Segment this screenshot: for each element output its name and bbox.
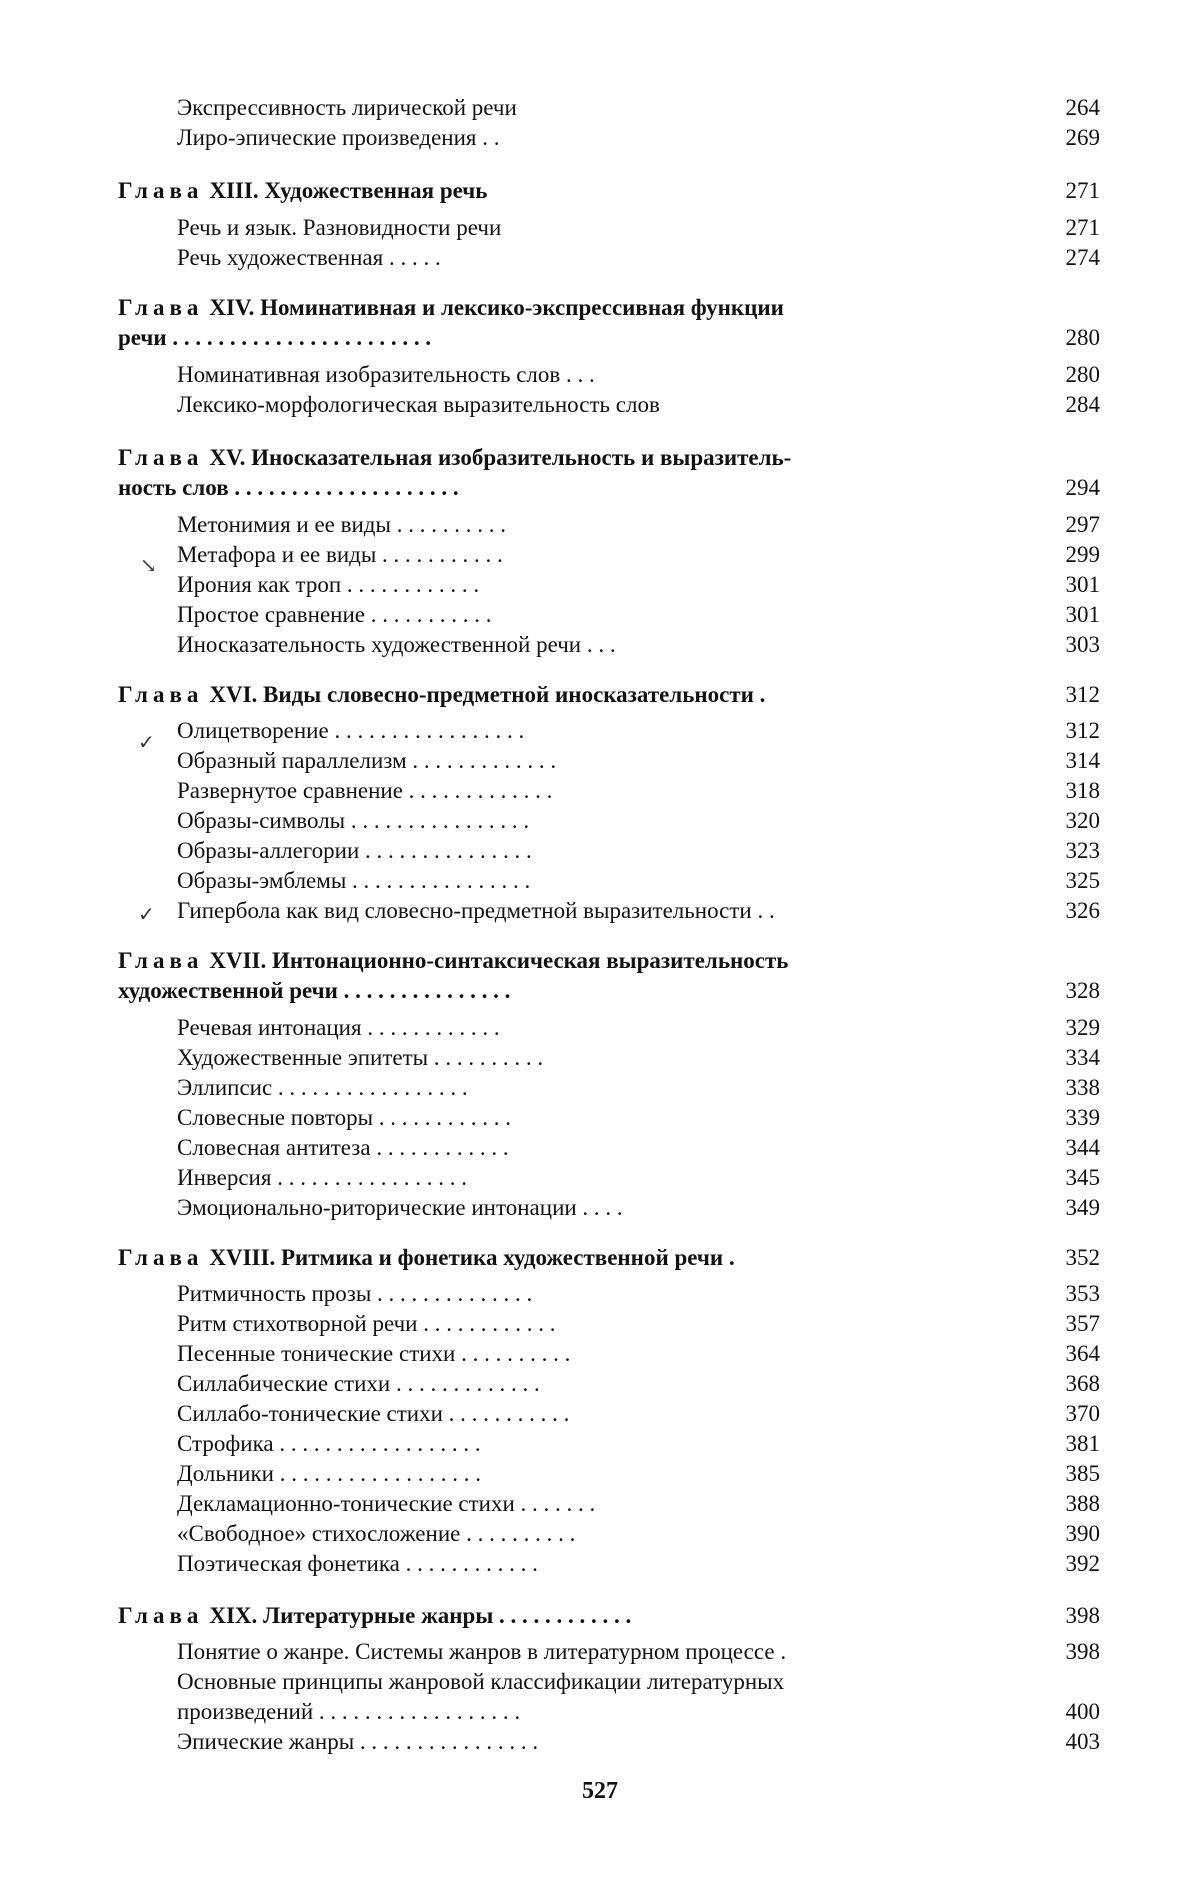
toc-entry (0, 836, 1100, 866)
toc-page-number: 353 (1065, 1281, 1100, 1306)
toc-entry-text: Ритм стихотворной речи . . . . . . . . . . . . (177, 1311, 556, 1336)
toc-entry-title (177, 1163, 467, 1193)
toc-entry (0, 570, 1100, 600)
toc-entry-text: Эпические жанры . . . . . . . . . . . . . . . . (177, 1729, 539, 1754)
toc-entry (0, 1073, 1100, 1103)
toc-page-number: 370 (1065, 1401, 1100, 1426)
toc-entry (0, 390, 1100, 420)
toc-entry-text: Основные принципы жанровой классификации литературных (177, 1669, 785, 1694)
toc-page-number: 271 (1065, 178, 1100, 203)
toc-page-number: 271 (1065, 215, 1100, 240)
toc-entry-title (177, 93, 517, 123)
toc-page-number: 357 (1065, 1311, 1100, 1336)
toc-entry (0, 1727, 1100, 1757)
toc-entry (0, 1549, 1100, 1579)
toc-entry-title (177, 806, 529, 836)
toc-entry-text: XVIII. Ритмика и фонетика художественной речи . (209, 1245, 735, 1270)
toc-chapter (0, 473, 1100, 503)
toc-entry (0, 896, 1100, 926)
toc-entry-title (177, 123, 500, 153)
toc-chapter (0, 323, 1100, 353)
toc-entry-title (177, 1489, 595, 1519)
chapter-label: Глава (118, 1603, 204, 1628)
chapter-label: Глава (118, 1245, 204, 1270)
toc-entry (0, 1369, 1100, 1399)
toc-entry-text: Поэтическая фонетика . . . . . . . . . . . . (177, 1551, 538, 1576)
toc-entry-title (177, 1073, 468, 1103)
checkmark-icon: ✓ (138, 904, 155, 926)
toc-entry-title (177, 600, 492, 630)
toc-chapter (0, 976, 1100, 1006)
toc-page-number: 385 (1065, 1461, 1100, 1486)
toc-entry-title (177, 1519, 575, 1549)
toc-page-number: 349 (1065, 1195, 1100, 1220)
toc-entry (0, 1399, 1100, 1429)
toc-page-number: 334 (1065, 1045, 1100, 1070)
toc-entry (0, 1309, 1100, 1339)
toc-entry-text: Образы-эмблемы . . . . . . . . . . . . . . . . (177, 868, 531, 893)
toc-entry-text: произведений . . . . . . . . . . . . . . . . . . (177, 1699, 521, 1724)
toc-page-number: 388 (1065, 1491, 1100, 1516)
toc-entry-text: Лексико-морфологическая выразительность слов (177, 392, 660, 417)
toc-chapter (0, 443, 1100, 473)
toc-entry-title (118, 1243, 735, 1273)
toc-entry (0, 1103, 1100, 1133)
toc-page-number: 303 (1065, 632, 1100, 657)
toc-entry-text: художественной речи . . . . . . . . . . . . . . . (118, 978, 511, 1003)
toc-page-number: 392 (1065, 1551, 1100, 1576)
toc-page-number: 269 (1065, 125, 1100, 150)
toc-page-number: 344 (1065, 1135, 1100, 1160)
toc-page-number: 329 (1065, 1015, 1100, 1040)
toc-entry (0, 1043, 1100, 1073)
toc-entry-text: Строфика . . . . . . . . . . . . . . . . . . (177, 1431, 481, 1456)
toc-page-number: 328 (1065, 978, 1100, 1003)
toc-entry-title (177, 1309, 555, 1339)
toc-entry (0, 93, 1100, 123)
toc-page-number: 312 (1065, 682, 1100, 707)
toc-entry-title (118, 946, 788, 976)
toc-entry (0, 776, 1100, 806)
toc-entry-title (177, 1103, 511, 1133)
toc-entry-text: Образный параллелизм . . . . . . . . . . . . . (177, 748, 557, 773)
toc-entry-title (177, 1399, 569, 1429)
toc-entry (0, 360, 1100, 390)
toc-entry-text: Образы-символы . . . . . . . . . . . . . . . . (177, 808, 530, 833)
toc-entry-title (177, 510, 506, 540)
toc-entry-text: Речевая интонация . . . . . . . . . . . . (177, 1015, 500, 1040)
toc-entry-text: Образы-аллегории . . . . . . . . . . . . . . . (177, 838, 532, 863)
toc-entry-title (177, 390, 660, 420)
toc-entry-title (177, 1043, 543, 1073)
toc-entry-title (118, 293, 784, 323)
toc-entry-text: XIX. Литературные жанры . . . . . . . . . . . . (209, 1603, 632, 1628)
toc-entry-text: ность слов . . . . . . . . . . . . . . . . . . . . (118, 475, 459, 500)
chapter-label: Глава (118, 682, 204, 707)
toc-entry (0, 1459, 1100, 1489)
toc-entry (0, 1013, 1100, 1043)
toc-entry-title (177, 896, 775, 926)
toc-entry-title (177, 360, 595, 390)
toc-entry-text: Речь и язык. Разновидности речи (177, 215, 502, 240)
toc-chapter (0, 293, 1100, 323)
toc-entry-title (177, 213, 501, 243)
toc-entry (0, 806, 1100, 836)
toc-entry-text: Декламационно-тонические стихи . . . . . . . (177, 1491, 596, 1516)
toc-entry-text: Гипербола как вид словесно-предметной выразительности . . (177, 898, 775, 923)
toc-entry-title (177, 1459, 481, 1489)
toc-entry (0, 1637, 1100, 1667)
toc-entry (0, 1279, 1100, 1309)
toc-entry (0, 123, 1100, 153)
toc-entry-title (177, 1339, 570, 1369)
toc-page-number: 297 (1065, 512, 1100, 537)
toc-entry-title (177, 836, 532, 866)
toc-page-number: 398 (1065, 1639, 1100, 1664)
page-number: 527 (582, 1778, 618, 1804)
toc-entry-text: XV. Иносказательная изобразительность и выразитель- (209, 445, 792, 470)
toc-entry-text: Речь художественная . . . . . (177, 245, 441, 270)
toc-entry-text: Художественные эпитеты . . . . . . . . . . (177, 1045, 544, 1070)
toc-entry-text: Инверсия . . . . . . . . . . . . . . . . . (177, 1165, 467, 1190)
toc-entry-text: Силлабические стихи . . . . . . . . . . . . . (177, 1371, 540, 1396)
toc-page-number: 301 (1065, 602, 1100, 627)
toc-entry-text: «Свободное» стихосложение . . . . . . . . . . (177, 1521, 576, 1546)
toc-entry (0, 746, 1100, 776)
toc-entry-text: Номинативная изобразительность слов . . . (177, 362, 595, 387)
toc-entry-text: Метонимия и ее виды . . . . . . . . . . (177, 512, 506, 537)
toc-entry (0, 600, 1100, 630)
toc-entry-title (177, 716, 524, 746)
toc-page-number: 368 (1065, 1371, 1100, 1396)
toc-entry (0, 1133, 1100, 1163)
toc-entry-text: Олицетворение . . . . . . . . . . . . . . . . . (177, 718, 525, 743)
toc-entry-title (118, 176, 487, 206)
chapter-label: Глава (118, 445, 204, 470)
toc-page-number: 312 (1065, 718, 1100, 743)
toc-entry-text: речи . . . . . . . . . . . . . . . . . . . . . . . (118, 325, 432, 350)
toc-entry-text: Словесная антитеза . . . . . . . . . . . . (177, 1135, 509, 1160)
toc-entry-title (177, 1697, 520, 1727)
toc-entry-text: Эмоционально-риторические интонации . . . . (177, 1195, 623, 1220)
toc-entry-title (177, 243, 441, 273)
toc-entry (0, 540, 1100, 570)
toc-entry-title (177, 1429, 481, 1459)
toc-chapter (0, 1601, 1100, 1631)
toc-entry-title (118, 473, 459, 503)
toc-entry (0, 510, 1100, 540)
toc-entry-text: Метафора и ее виды . . . . . . . . . . . (177, 542, 503, 567)
toc-entry-title (177, 866, 530, 896)
toc-page-number: 325 (1065, 868, 1100, 893)
checkmark-icon: ✓ (138, 732, 155, 754)
toc-page-number: 390 (1065, 1521, 1100, 1546)
chapter-label: Глава (118, 178, 204, 203)
toc-entry-text: Простое сравнение . . . . . . . . . . . (177, 602, 492, 627)
toc-page-number: 299 (1065, 542, 1100, 567)
toc-page-number: 294 (1065, 475, 1100, 500)
toc-page-number: 352 (1065, 1245, 1100, 1270)
toc-entry-title (118, 1601, 631, 1631)
toc-entry-title (177, 746, 556, 776)
toc-entry (0, 1489, 1100, 1519)
toc-page-number: 364 (1065, 1341, 1100, 1366)
toc-entry (0, 1429, 1100, 1459)
toc-page-number: 320 (1065, 808, 1100, 833)
toc-page-number: 314 (1065, 748, 1100, 773)
toc-entry-text: Развернутое сравнение . . . . . . . . . . . . . (177, 778, 553, 803)
toc-page-number: 323 (1065, 838, 1100, 863)
toc-entry-title (118, 323, 431, 353)
toc-page-number: 403 (1065, 1729, 1100, 1754)
toc-chapter (0, 1243, 1100, 1273)
toc-entry-title (177, 1637, 786, 1667)
toc-page-number: 274 (1065, 245, 1100, 270)
chapter-label: Глава (118, 295, 204, 320)
toc-entry (0, 1519, 1100, 1549)
toc-page-number: 400 (1065, 1699, 1100, 1724)
toc-entry-text: XVI. Виды словесно-предметной иносказательности . (209, 682, 766, 707)
toc-page-number: 280 (1065, 362, 1100, 387)
toc-entry-title (177, 1549, 538, 1579)
toc-page-number: 345 (1065, 1165, 1100, 1190)
toc-page-number: 264 (1065, 95, 1100, 120)
toc-page-number: 280 (1065, 325, 1100, 350)
toc-chapter (0, 946, 1100, 976)
toc-entry-text: Иносказательность художественной речи . . . (177, 632, 616, 657)
toc-page-number: 284 (1065, 392, 1100, 417)
toc-entry-title (177, 630, 616, 660)
toc-entry-text: XIV. Номинативная и лексико-экспрессивная функции (209, 295, 784, 320)
toc-page-number: 381 (1065, 1431, 1100, 1456)
toc-entry (0, 1193, 1100, 1223)
toc-page-number: 339 (1065, 1105, 1100, 1130)
toc-page-number: 301 (1065, 572, 1100, 597)
toc-entry-title (118, 976, 510, 1006)
toc-entry-text: XIII. Художественная речь (209, 178, 488, 203)
toc-entry-text: XVII. Интонационно-синтаксическая выразительность (209, 948, 789, 973)
pencil-mark-icon: ↘ (140, 555, 157, 577)
toc-entry-text: Понятие о жанре. Системы жанров в литературном процессе . (177, 1639, 787, 1664)
toc-entry-text: Дольники . . . . . . . . . . . . . . . . . . (177, 1461, 481, 1486)
toc-entry-text: Силлабо-тонические стихи . . . . . . . . . . . (177, 1401, 570, 1426)
toc-entry (0, 630, 1100, 660)
toc-entry (0, 1667, 1100, 1697)
toc-entry (0, 1697, 1100, 1727)
toc-entry-title (177, 1279, 532, 1309)
toc-entry-title (118, 443, 791, 473)
toc-entry-text: Песенные тонические стихи . . . . . . . . . . (177, 1341, 571, 1366)
toc-entry-title (177, 1193, 623, 1223)
toc-entry (0, 213, 1100, 243)
toc-entry-text: Словесные повторы . . . . . . . . . . . . (177, 1105, 512, 1130)
toc-entry-text: Экспрессивность лирической речи (177, 95, 517, 120)
toc-page-number: 326 (1065, 898, 1100, 923)
toc-page-number: 398 (1065, 1603, 1100, 1628)
toc-page-number: 338 (1065, 1075, 1100, 1100)
toc-entry (0, 1339, 1100, 1369)
toc-entry (0, 716, 1100, 746)
toc-chapter (0, 680, 1100, 710)
toc-page-number: 318 (1065, 778, 1100, 803)
toc-chapter (0, 176, 1100, 206)
chapter-label: Глава (118, 948, 204, 973)
toc-entry-text: Эллипсис . . . . . . . . . . . . . . . . . (177, 1075, 468, 1100)
toc-entry-title (118, 680, 765, 710)
toc-entry-title (177, 540, 503, 570)
toc-entry-title (177, 1727, 538, 1757)
toc-entry-title (177, 1013, 500, 1043)
toc-entry-title (177, 1369, 540, 1399)
toc-entry (0, 1163, 1100, 1193)
toc-entry (0, 243, 1100, 273)
toc-entry-text: Лиро-эпические произведения . . (177, 125, 500, 150)
toc-entry-text: Ирония как троп . . . . . . . . . . . . (177, 572, 480, 597)
toc-entry-text: Ритмичность прозы . . . . . . . . . . . . . . (177, 1281, 533, 1306)
toc-entry (0, 866, 1100, 896)
toc-entry-title (177, 1667, 784, 1697)
toc-entry-title (177, 1133, 509, 1163)
toc-entry-title (177, 570, 479, 600)
toc-entry-title (177, 776, 552, 806)
